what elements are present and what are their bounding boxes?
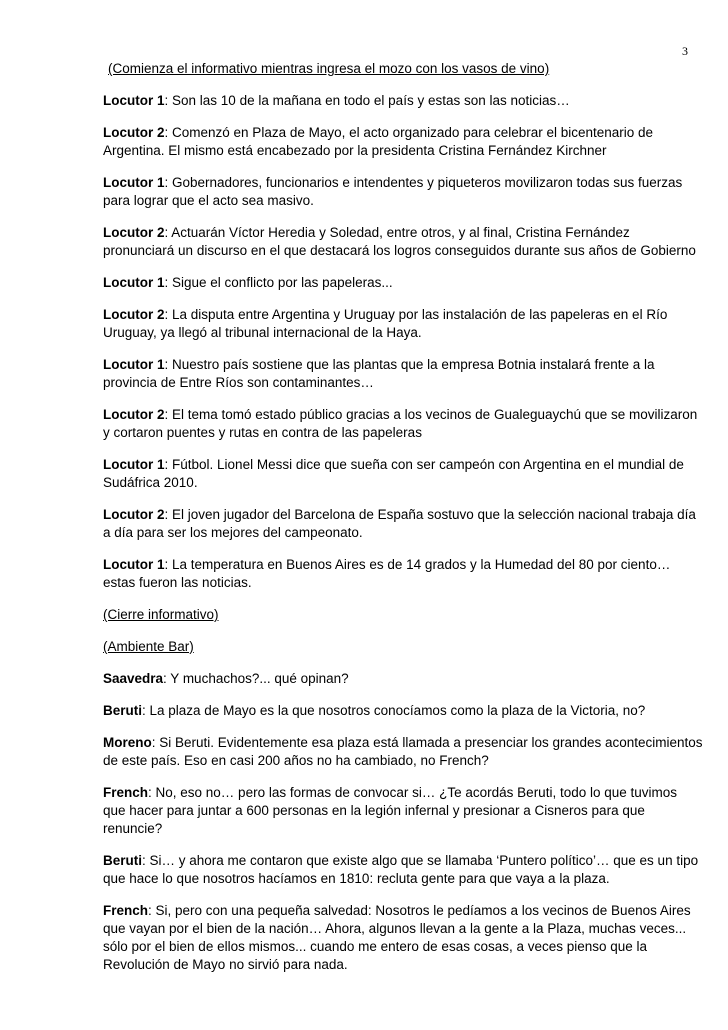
dialogue-text: : La temperatura en Buenos Aires es de 14 grados y la Humedad del 80 por ciento… estas fueron las noticias. [103,557,671,590]
stage-direction-text: (Comienza el informativo mientras ingresa el mozo con los vasos de vino) [108,61,550,76]
stage-direction-text: (Ambiente Bar) [103,639,194,654]
speaker-name: French [103,785,149,800]
dialogue-text: : No, eso no… pero las formas de convocar si… ¿Te acordás Beruti, todo lo que tuvimos que hacer para juntar a 600 personas en la legión infernal y presionar a Cisneros para que renuncie? [103,785,678,836]
dialogue-line [103,734,703,770]
speaker-name: Locutor 1 [103,175,165,190]
dialogue-text: : Si Beruti. Evidentemente esa plaza está llamada a presenciar los grandes acontecimientos de este país. Eso en casi 200 años no ha cambiado, no French? [103,735,703,768]
dialogue-line [103,274,703,292]
dialogue-line [103,92,703,110]
stage-direction [103,638,703,656]
dialogue-text: : Si, pero con una pequeña salvedad: Nosotros le pedíamos a los vecinos de Buenos Aires que vayan por el bien de la nación… Ahora, algunos llevan a la gente a la Plaza, muchas veces... sólo por el bien de ellos mismos... cuando me entero de esas cosas, a veces pienso que la Revolución de Mayo no sirvió para nada. [103,903,691,972]
speaker-name: Locutor 2 [103,125,165,140]
dialogue-text: : Gobernadores, funcionarios e intendentes y piqueteros movilizaron todas sus fuerzas para lograr que el acto sea masivo. [103,175,683,208]
dialogue-text: : Si… y ahora me contaron que existe algo que se llamaba ‘Puntero político’… que es un tipo que hace lo que nosotros hacíamos en 1810: recluta gente para que vaya a la plaza. [103,853,699,886]
speaker-name: Locutor 1 [103,275,165,290]
speaker-name: Saavedra [103,671,164,686]
dialogue-line [103,670,703,688]
speaker-name: Beruti [103,703,143,718]
dialogue-line [103,784,703,838]
speaker-name: Locutor 1 [103,357,165,372]
stage-direction [103,606,703,624]
dialogue-line [103,356,703,392]
dialogue-text: : Actuarán Víctor Heredia y Soledad, entre otros, y al final, Cristina Fernández pronunciará un discurso en el que destacará los logros conseguidos durante sus años de Gobierno [103,225,696,258]
dialogue-text: : Son las 10 de la mañana en todo el país y estas son las noticias… [164,93,570,108]
speaker-name: Beruti [103,853,143,868]
speaker-name: Locutor 2 [103,307,165,322]
script-body [103,60,703,988]
dialogue-line [103,702,703,720]
dialogue-text: : Fútbol. Lionel Messi dice que sueña con ser campeón con Argentina en el mundial de Sudáfrica 2010. [103,457,684,490]
speaker-name: Locutor 2 [103,507,165,522]
dialogue-line [103,174,703,210]
dialogue-line [103,506,703,542]
dialogue-line [103,306,703,342]
dialogue-line [103,556,703,592]
dialogue-line [103,902,703,974]
dialogue-text: : Nuestro país sostiene que las plantas que la empresa Botnia instalará frente a la provincia de Entre Ríos son contaminantes… [103,357,655,390]
stage-direction [108,60,703,78]
dialogue-text: : Y muchachos?... qué opinan? [163,671,349,686]
dialogue-line [103,224,703,260]
speaker-name: Locutor 1 [103,93,165,108]
dialogue-line [103,852,703,888]
speaker-name: Locutor 1 [103,557,165,572]
dialogue-text: : Sigue el conflicto por las papeleras... [164,275,393,290]
dialogue-text: : Comenzó en Plaza de Mayo, el acto organizado para celebrar el bicentenario de Argentina. El mismo está encabezado por la presidenta Cristina Fernández Kirchner [103,125,654,158]
dialogue-text: : El joven jugador del Barcelona de España sostuvo que la selección nacional trabaja día a día para ser los mejores del campeonato. [103,507,696,540]
dialogue-text: : La disputa entre Argentina y Uruguay por las instalación de las papeleras en el Río Uruguay, ya llegó al tribunal internacional de la Haya. [103,307,668,340]
speaker-name: Locutor 2 [103,225,165,240]
speaker-name: Locutor 1 [103,457,165,472]
stage-direction-text: (Cierre informativo) [103,607,219,622]
dialogue-line [103,456,703,492]
speaker-name: Moreno [103,735,152,750]
dialogue-line [103,124,703,160]
speaker-name: French [103,903,149,918]
dialogue-text: : El tema tomó estado público gracias a los vecinos de Gualeguaychú que se movilizaron y cortaron puentes y rutas en contra de las papeleras [103,407,698,440]
dialogue-text: : La plaza de Mayo es la que nosotros conocíamos como la plaza de la Victoria, no? [142,703,646,718]
dialogue-line [103,406,703,442]
page-number: 3 [682,44,688,58]
speaker-name: Locutor 2 [103,407,165,422]
